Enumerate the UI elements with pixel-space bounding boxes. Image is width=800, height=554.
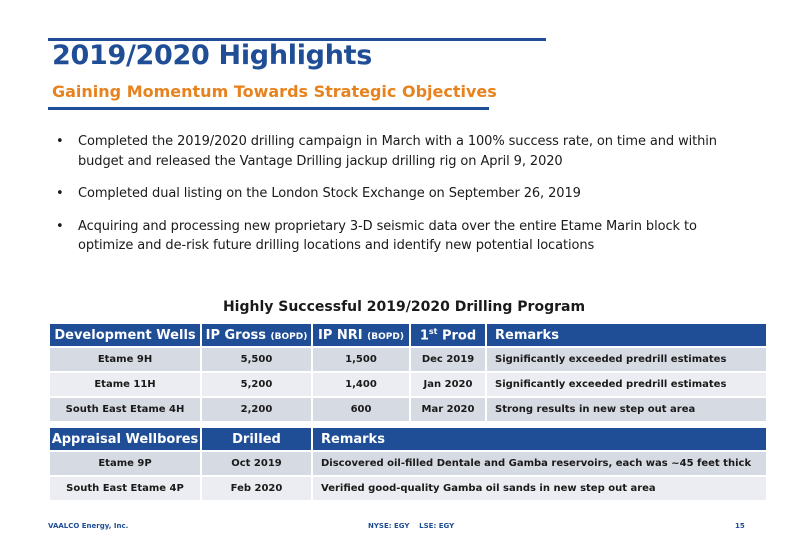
highlights-list (56, 132, 756, 269)
cell-remarks: Strong results in new step out area (486, 397, 767, 422)
header-ip-nri-label: IP NRI (318, 327, 363, 343)
cell-remarks: Significantly exceeded predrill estimates (486, 372, 767, 397)
cell-well: South East Etame 4H (49, 397, 201, 422)
header-first-prod-rest: Prod (437, 328, 477, 344)
cell-first-prod: Mar 2020 (410, 397, 486, 422)
cell-well: Etame 11H (49, 372, 201, 397)
table-row (49, 347, 767, 372)
cell-drilled: Oct 2019 (201, 451, 312, 476)
header-ip-gross-unit: (BOPD) (270, 331, 308, 342)
header-ip-gross-label: IP Gross (205, 327, 267, 343)
header-remarks: Remarks (486, 323, 767, 347)
development-wells-table (48, 322, 768, 423)
table-row (49, 451, 767, 476)
header-ip-gross (201, 323, 312, 347)
bullet-glyph: • (56, 218, 64, 234)
table-header-row (49, 427, 767, 451)
header-appraisal-wellbores: Appraisal Wellbores (49, 427, 201, 451)
cell-first-prod: Dec 2019 (410, 347, 486, 372)
cell-ip-gross: 2,200 (201, 397, 312, 422)
bullet-text: Acquiring and processing new proprietary 3-D seismic data over the entire Etame Marin block to optimize and de-risk future drilling locations and identify new potential locations (78, 218, 697, 253)
header-ip-nri-unit: (BOPD) (367, 331, 404, 342)
cell-ip-nri: 600 (312, 397, 410, 422)
cell-well: Etame 9H (49, 347, 201, 372)
table-row (49, 476, 767, 501)
cell-ip-gross: 5,500 (201, 347, 312, 372)
bullet-glyph: • (56, 134, 64, 149)
table-title: Highly Successful 2019/2020 Drilling Program (222, 299, 586, 315)
cell-ip-gross: 5,200 (201, 372, 312, 397)
cell-remarks: Discovered oil-filled Dentale and Gamba reservoirs, each was ~45 feet thick (312, 451, 767, 476)
cell-ip-nri: 1,400 (312, 372, 410, 397)
page-title: 2019/2020 Highlights (52, 40, 372, 71)
footer-page-number: 15 (735, 522, 745, 530)
list-item (56, 217, 756, 256)
footer-tickers: NYSE: EGY LSE: EGY (368, 522, 455, 530)
header-first-prod-sup: st (428, 326, 438, 336)
header-first-prod-num: 1 (419, 328, 429, 344)
cell-drilled: Feb 2020 (201, 476, 312, 501)
header-ip-nri (312, 323, 410, 347)
footer-company: VAALCO Energy, Inc. (48, 522, 129, 530)
header-development-wells: Development Wells (49, 323, 201, 347)
bullet-glyph: • (56, 186, 64, 201)
bullet-text: Completed dual listing on the London Stock Exchange on September 26, 2019 (78, 186, 581, 201)
cell-ip-nri: 1,500 (312, 347, 410, 372)
cell-well: South East Etame 4P (49, 476, 201, 501)
bullet-text: Completed the 2019/2020 drilling campaign in March with a 100% success rate, on time and within budget and released the Vantage Drilling jackup drilling rig on April 9, 2020 (78, 134, 717, 169)
header-first-prod (410, 323, 486, 347)
table-row (49, 397, 767, 422)
list-item (56, 184, 756, 204)
table-row (49, 372, 767, 397)
header-drilled: Drilled (201, 427, 312, 451)
cell-first-prod: Jan 2020 (410, 372, 486, 397)
cell-remarks: Significantly exceeded predrill estimates (486, 347, 767, 372)
table-header-row (49, 323, 767, 347)
subtitle-rule (48, 107, 489, 110)
list-item (56, 132, 756, 171)
appraisal-wellbores-table (48, 426, 768, 502)
cell-remarks: Verified good-quality Gamba oil sands in new step out area (312, 476, 767, 501)
page-subtitle: Gaining Momentum Towards Strategic Objectives (52, 82, 497, 101)
header-remarks: Remarks (312, 427, 767, 451)
cell-well: Etame 9P (49, 451, 201, 476)
